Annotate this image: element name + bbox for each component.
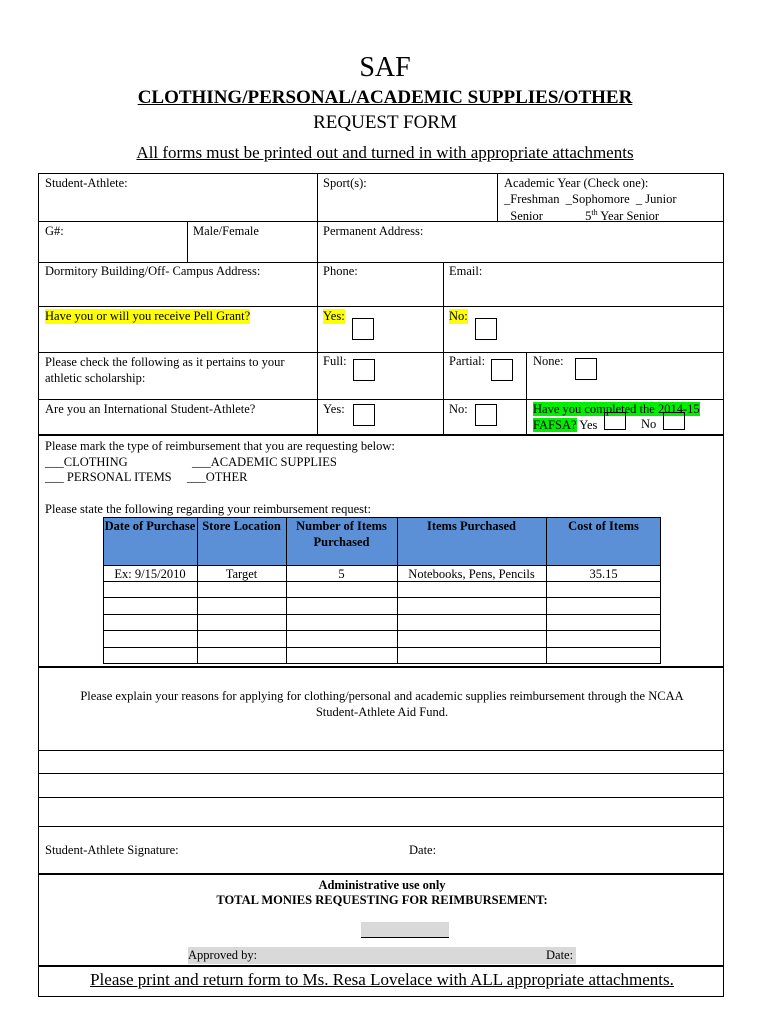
email-label[interactable]: Email:	[449, 264, 483, 278]
male-female-label[interactable]: Male/Female	[193, 224, 259, 238]
full-checkbox[interactable]	[353, 359, 375, 381]
permanent-address-label[interactable]: Permanent Address:	[323, 224, 424, 238]
none-checkbox[interactable]	[575, 358, 597, 380]
example-number: 5	[338, 567, 345, 581]
academic-year-options-2[interactable]: _Senior _5th Year Senior	[504, 208, 660, 224]
personal-items-option[interactable]: ___ PERSONAL ITEMS	[45, 470, 172, 484]
signature-label[interactable]: Student-Athlete Signature:	[45, 843, 179, 857]
form-subtitle: CLOTHING/PERSONAL/ACADEMIC SUPPLIES/OTHER	[137, 87, 633, 108]
partial-label: Partial:	[449, 354, 486, 368]
admin-title: Administrative use only	[318, 878, 446, 892]
pell-no-checkbox[interactable]	[475, 318, 497, 340]
col-cost-of-items: Cost of Items	[568, 519, 639, 533]
fafsa-question: Have you completed the 2014-15 FAFSA? Yes	[533, 402, 700, 432]
pell-question: Have you or will you receive Pell Grant?	[45, 309, 251, 323]
col-date-of-purchase: Date of Purchase	[104, 519, 196, 533]
reimbursement-state-prompt: Please state the following regarding your reimbursement request:	[45, 502, 371, 516]
form-title: SAF	[359, 52, 411, 83]
clothing-option[interactable]: ___CLOTHING	[45, 455, 128, 469]
phone-label[interactable]: Phone:	[323, 264, 358, 278]
example-date: Ex: 9/15/2010	[114, 567, 186, 581]
explanation-line-1[interactable]	[38, 750, 724, 751]
pell-yes-checkbox[interactable]	[352, 318, 374, 340]
explanation-line-2[interactable]	[38, 773, 724, 774]
academic-year-label: Academic Year (Check one):	[504, 176, 649, 190]
admin-total: TOTAL MONIES REQUESTING FOR REIMBURSEMENT:	[216, 893, 548, 907]
academic-supplies-option[interactable]: ___ACADEMIC SUPPLIES	[192, 455, 337, 469]
fafsa-yes-checkbox[interactable]	[604, 412, 626, 430]
footer-instruction: Please print and return form to Ms. Resa Lovelace with ALL appropriate attachments.	[90, 970, 674, 989]
col-number-of-items: Number of Items Purchased	[296, 519, 387, 549]
approved-by-label: Approved by:	[188, 948, 258, 962]
example-cost: 35.15	[589, 567, 618, 581]
reimbursement-type-prompt: Please mark the type of reimbursement that you are requesting below:	[45, 439, 395, 453]
explanation-prompt-2: Student-Athlete Aid Fund.	[315, 705, 449, 719]
instruction-text: All forms must be printed out and turned in with appropriate attachments	[136, 143, 634, 162]
intl-yes-checkbox[interactable]	[353, 404, 375, 426]
example-store: Target	[225, 567, 258, 581]
explanation-line-4[interactable]	[38, 826, 724, 827]
intl-no-label: No:	[449, 402, 468, 416]
none-label: None:	[533, 354, 564, 368]
partial-checkbox[interactable]	[491, 359, 513, 381]
scholarship-question: Please check the following as it pertains to your athletic scholarship:	[45, 355, 285, 385]
fafsa-no-checkbox[interactable]	[663, 412, 685, 430]
academic-year-options-1[interactable]: _Freshman _Sophomore _ Junior	[504, 192, 677, 206]
explanation-prompt-1: Please explain your reasons for applying for clothing/personal and academic supplies reimbursement through the NCAA	[80, 689, 684, 703]
full-label: Full:	[323, 354, 347, 368]
admin-total-field[interactable]	[361, 922, 449, 938]
explanation-line-3[interactable]	[38, 797, 724, 798]
col-items-purchased: Items Purchased	[426, 519, 516, 533]
intl-yes-label: Yes:	[323, 402, 345, 416]
admin-date-label: Date:	[546, 948, 574, 962]
fafsa-no-label: No	[641, 417, 657, 431]
intl-no-checkbox[interactable]	[475, 404, 497, 426]
col-store-location: Store Location	[202, 519, 281, 533]
international-question: Are you an International Student-Athlete?	[45, 402, 256, 416]
form-name: REQUEST FORM	[313, 112, 457, 133]
sports-label[interactable]: Sport(s):	[323, 176, 367, 190]
dorm-address-label[interactable]: Dormitory Building/Off- Campus Address:	[45, 264, 261, 278]
other-option[interactable]: ___OTHER	[187, 470, 248, 484]
example-items: Notebooks, Pens, Pencils	[408, 567, 535, 581]
pell-yes-label: Yes:	[323, 309, 345, 323]
student-athlete-label[interactable]: Student-Athlete:	[45, 176, 128, 190]
pell-no-label: No:	[449, 309, 468, 323]
signature-date-label[interactable]: Date:	[409, 843, 437, 857]
g-number-label[interactable]: G#:	[45, 224, 64, 238]
